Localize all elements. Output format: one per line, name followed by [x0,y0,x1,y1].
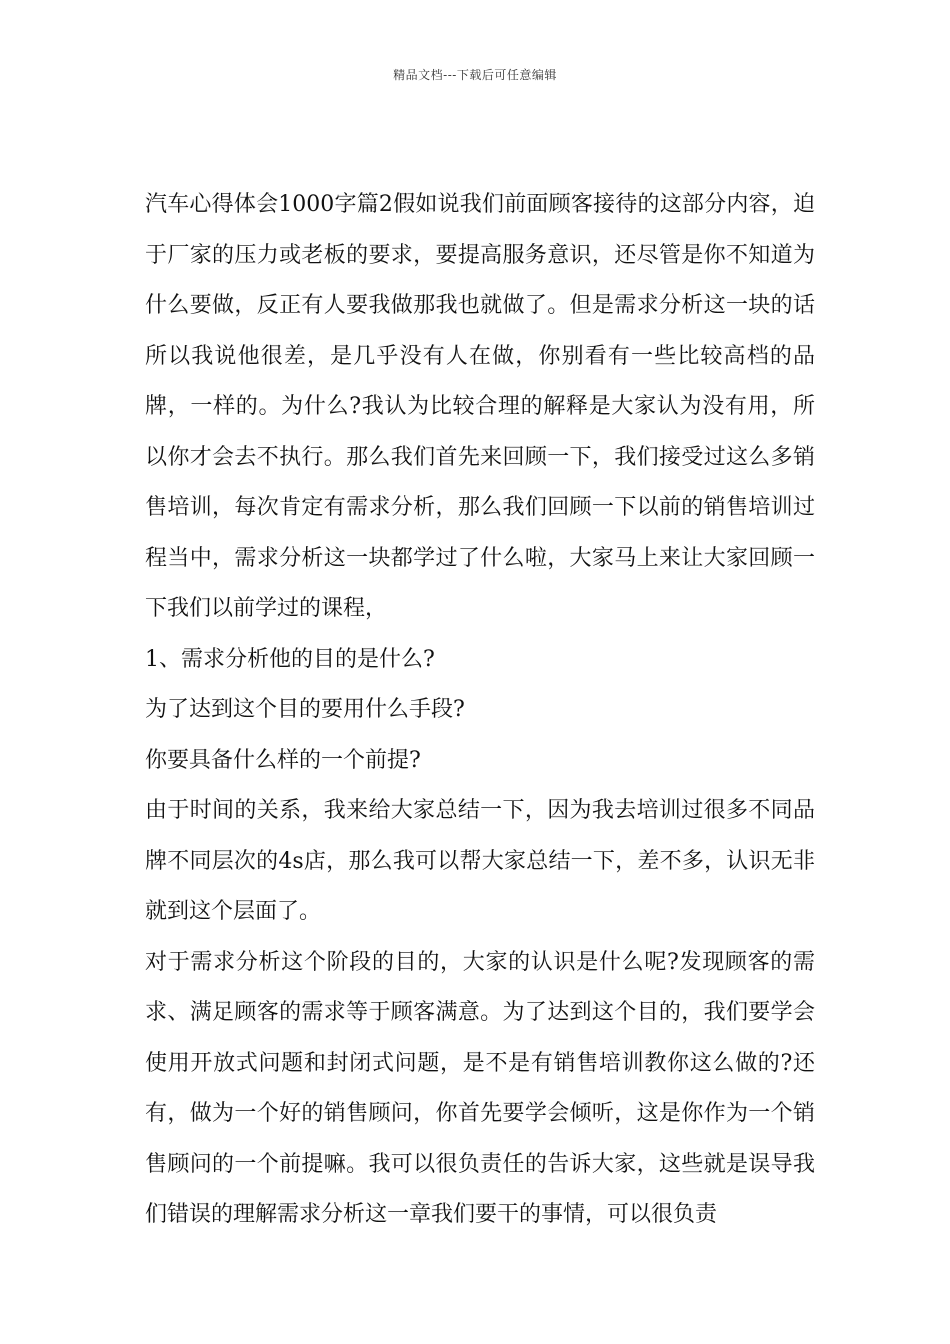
paragraph-intro: 汽车心得体会1000字篇2假如说我们前面顾客接待的这部分内容，迫于厂家的压力或老板的要求，要提高服务意识，还尽管是你不知道为什么要做，反正有人要我做那我也就做了。但是需求分析这一块的话所以我说他很差，是几乎没有人在做，你别看有一些比较高档的品牌，一样的。为什么?我认为比较合理的解释是大家认为没有用，所以你才会去不执行。那么我们首先来回顾一下，我们接受过这么多销售培训，每次肯定有需求分析，那么我们回顾一下以前的销售培训过程当中，需求分析这一块都学过了什么啦，大家马上来让大家回顾一下我们以前学过的课程， [145,192,815,621]
paragraph-question-1: 1、需求分析他的目的是什么? [145,646,435,672]
paragraph-analysis: 对于需求分析这个阶段的目的，大家的认识是什么呢?发现顾客的需求、满足顾客的需求等于顾客满意。为了达到这个目的，我们要学会使用开放式问题和封闭式问题，是不是有销售培训教你这么做的?还有，做为一个好的销售顾问，你首先要学会倾听，这是你作为一个销售顾问的一个前提嘛。我可以很负责任的告诉大家，这些就是误导我们错误的理解需求分析这一章我们要干的事情，可以很负责 [145,949,815,1227]
paragraph-question-2: 为了达到这个目的要用什么手段? [145,697,465,722]
paragraph-question-3: 你要具备什么样的一个前提? [145,747,421,773]
page-header: 精品文档---下载后可任意编辑 [393,68,557,82]
document-body [145,180,815,1241]
paragraph-summary: 由于时间的关系，我来给大家总结一下，因为我去培训过很多不同品牌不同层次的4s店，那么我可以帮大家总结一下，差不多，认识无非就到这个层面了。 [145,798,815,924]
